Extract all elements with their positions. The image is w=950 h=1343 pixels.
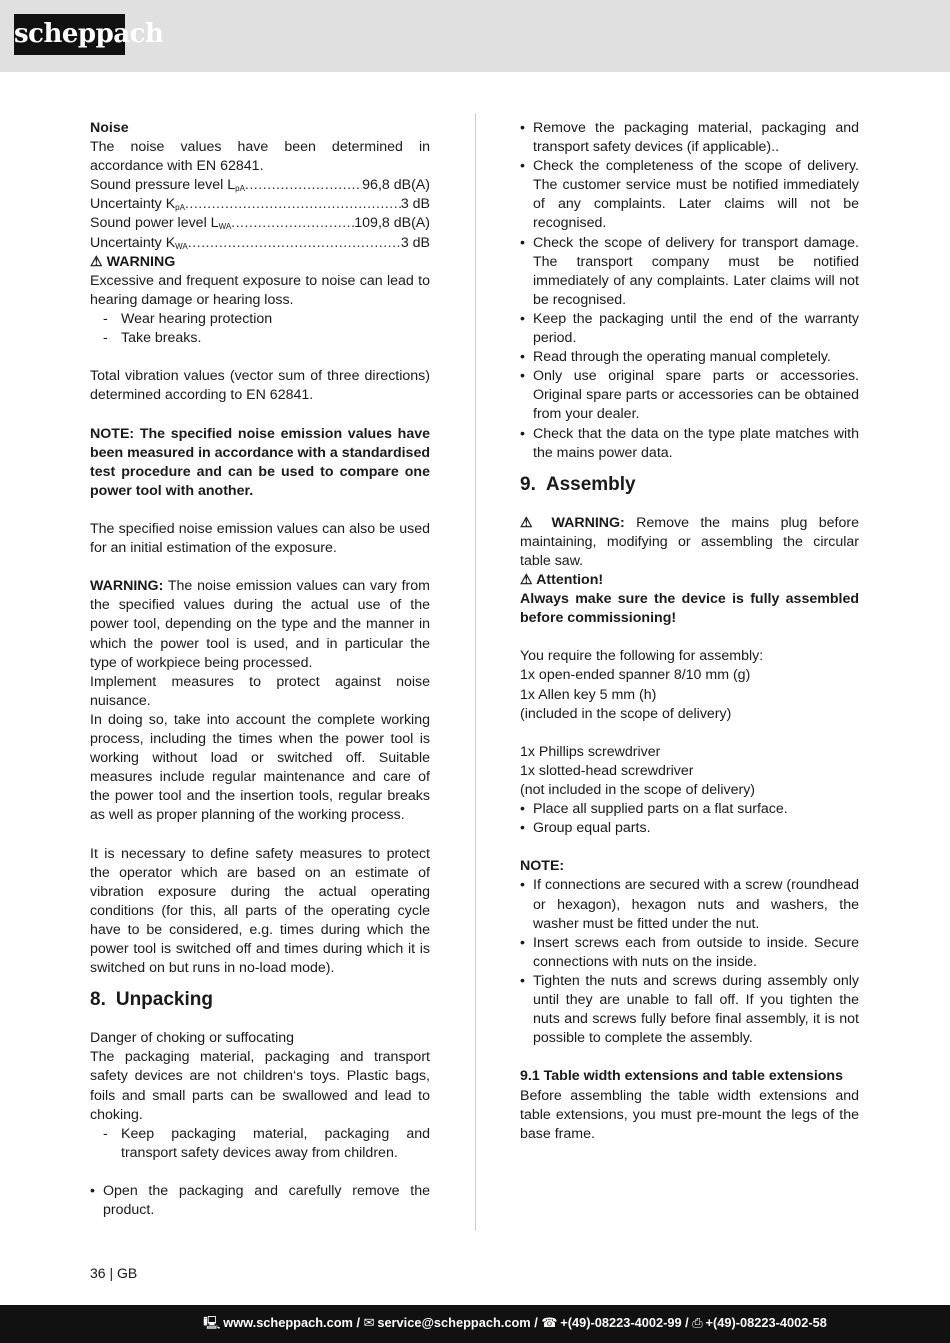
tool-item: 1x Phillips screwdriver [520, 743, 661, 760]
bullet-item: • Group equal parts. [520, 820, 651, 837]
subsection-9-1-heading: 9.1 Table width extensions and table extensions [520, 1068, 843, 1085]
danger-text: Danger of choking or suffocating [90, 1030, 295, 1047]
bullet-item: • Only use original spare parts or accessories. Original spare parts or accessories can be obtained from your dealer. [520, 368, 859, 423]
dash-item: - Wear hearing protection [103, 310, 273, 327]
bullet-item: • Keep the packaging until the end of the warranty period. [520, 310, 859, 347]
fax-icon: ⎙ [692, 1315, 703, 1330]
bullet-item: • Check the completeness of the scope of delivery. The customer service must be notified immediately of any complaints. Later claims will not be recognised. [520, 158, 859, 232]
require-text: You require the following for assembly: [520, 648, 764, 665]
vibration-text: Total vibration values (vector sum of three directions) determined according to EN 62841. [90, 368, 430, 404]
attention-heading: ⚠ Attention! [520, 571, 604, 588]
tool-item: 1x slotted-head screwdriver [520, 762, 694, 779]
bullet-item: • Check the scope of delivery for transport damage. The transport company must be notified immediately of any complaints. Later claims will not be recognised. [520, 234, 859, 308]
footer-mail[interactable]: service@scheppach.com / [377, 1315, 538, 1330]
always-text: Always make sure the device is fully assembled before commissioning! [520, 591, 859, 627]
page-footer [0, 1305, 950, 1343]
bullet-item: • Check that the data on the type plate matches with the mains power data. [520, 425, 859, 461]
measure-row: Uncertainty $K_{pA}$ ..... 3 dB [90, 195, 430, 214]
in-doing-text: In doing so, take into account the complete working process, including the times when the power tool is working without load or switched off. Suitable measures include regular maintenance and care of the power tool and the insertion tools, regular breaks as well as proper planning of the working process. [90, 711, 430, 824]
bullet-item: • Open the packaging and carefully remove the product. [90, 1182, 430, 1219]
note-bold: NOTE: The specified noise emission values have been measured in accordance with a standardised test procedure and can be used to compare one power tool with another. [90, 425, 430, 499]
mail-icon: ✉ [363, 1315, 375, 1330]
bullet-item: • Place all supplied parts on a flat surface. [520, 801, 788, 818]
measure-row: Uncertainty $K_{WA}$ ..... 3 dB [90, 234, 430, 253]
also-used-text: The specified noise emission values can also be used for an initial estimation of the exposure. [90, 520, 430, 557]
measure-row: Sound power level $L_{WA}$ ..... 109,8 dB(A) [90, 214, 430, 233]
footer-web[interactable]: www.scheppach.com / [223, 1315, 361, 1330]
noise-title: Noise [90, 120, 129, 136]
bullet-item: • Insert screws each from outside to inside. Secure connections with nuts on the inside. [520, 934, 859, 970]
dash-item: - Keep packaging material, packaging and transport safety devices away from children. [103, 1125, 430, 1161]
tool-item: 1x open-ended spanner 8/10 mm (g) [520, 667, 751, 684]
dash-item: - Take breaks. [103, 330, 202, 347]
not-included-note: (not included in the scope of delivery) [520, 782, 756, 798]
computer-icon: 🖳 [203, 1315, 221, 1330]
assembly-warning: ⚠ WARNING: Remove the mains plug before maintaining, modifying or assembling the circular table saw. [520, 514, 859, 569]
bullet-item: • Read through the operating manual completely. [520, 349, 831, 366]
warning-heading: ⚠ WARNING [90, 253, 176, 270]
footer-fax: +(49)-08223-4002-58 [705, 1315, 827, 1330]
section-9-heading: 9. Assembly [520, 473, 636, 495]
implement-text: Implement measures to protect against noise nuisance. [90, 673, 430, 709]
subsection-9-1-text: Before assembling the table width extensions and table extensions, you must pre-mount the legs of the base frame. [520, 1087, 859, 1142]
measure-row: Sound pressure level $L_{pA}$ ..... 96,8 dB(A) [90, 176, 430, 195]
left-column [90, 119, 430, 1220]
phone-icon: ☎ [541, 1315, 558, 1330]
page-header [0, 0, 950, 72]
footer-phone: +(49)-08223-4002-99 / [560, 1315, 689, 1330]
right-column [520, 119, 859, 1144]
warning2-text: WARNING: The noise emission values can vary from the specified values during the actual use of the power tool, depending on the type and the manner in which the power tool is used, and in particular the type of workpiece being processed. [90, 578, 430, 671]
noise-intro: The noise values have been determined in accordance with EN 62841. [90, 139, 430, 175]
necessary-text: It is necessary to define safety measures to protect the operator which are based on an estimate of vibration exposure during the actual operating conditions (for this, all parts of the operating cycle have to be considered, e.g. times during which the power tool is switched off and times during which it is switched on but runs in no-load mode). [90, 845, 430, 977]
tool-item: 1x Allen key 5 mm (h) [520, 686, 657, 703]
column-divider [475, 113, 476, 1231]
page-number: 36 | GB [90, 1265, 138, 1281]
note-heading: NOTE: [520, 858, 565, 875]
bullet-item: • Remove the packaging material, packaging and transport safety devices (if applicable).. [520, 120, 859, 156]
bullet-item: • Tighten the nuts and screws during assembly only until they are unable to fall off. If you tighten the nuts and screws fully before final assembly, it is not possible to complete the assembly. [520, 972, 859, 1047]
warning-text: Excessive and frequent exposure to noise can lead to hearing damage or hearing loss. [90, 272, 430, 308]
packaging-text: The packaging material, packaging and transport safety devices are not children‘s toys. Plastic bags, foils and small parts can be swallowed and lead to choking. [90, 1049, 430, 1123]
included-note: (included in the scope of delivery) [520, 705, 732, 722]
brand-logo: scheppach [14, 14, 125, 55]
section-8-heading: 8. Unpacking [90, 989, 213, 1011]
bullet-item: • If connections are secured with a screw (roundhead or hexagon), hexagon nuts and washers, the washer must be fitted under the nut. [520, 877, 859, 932]
